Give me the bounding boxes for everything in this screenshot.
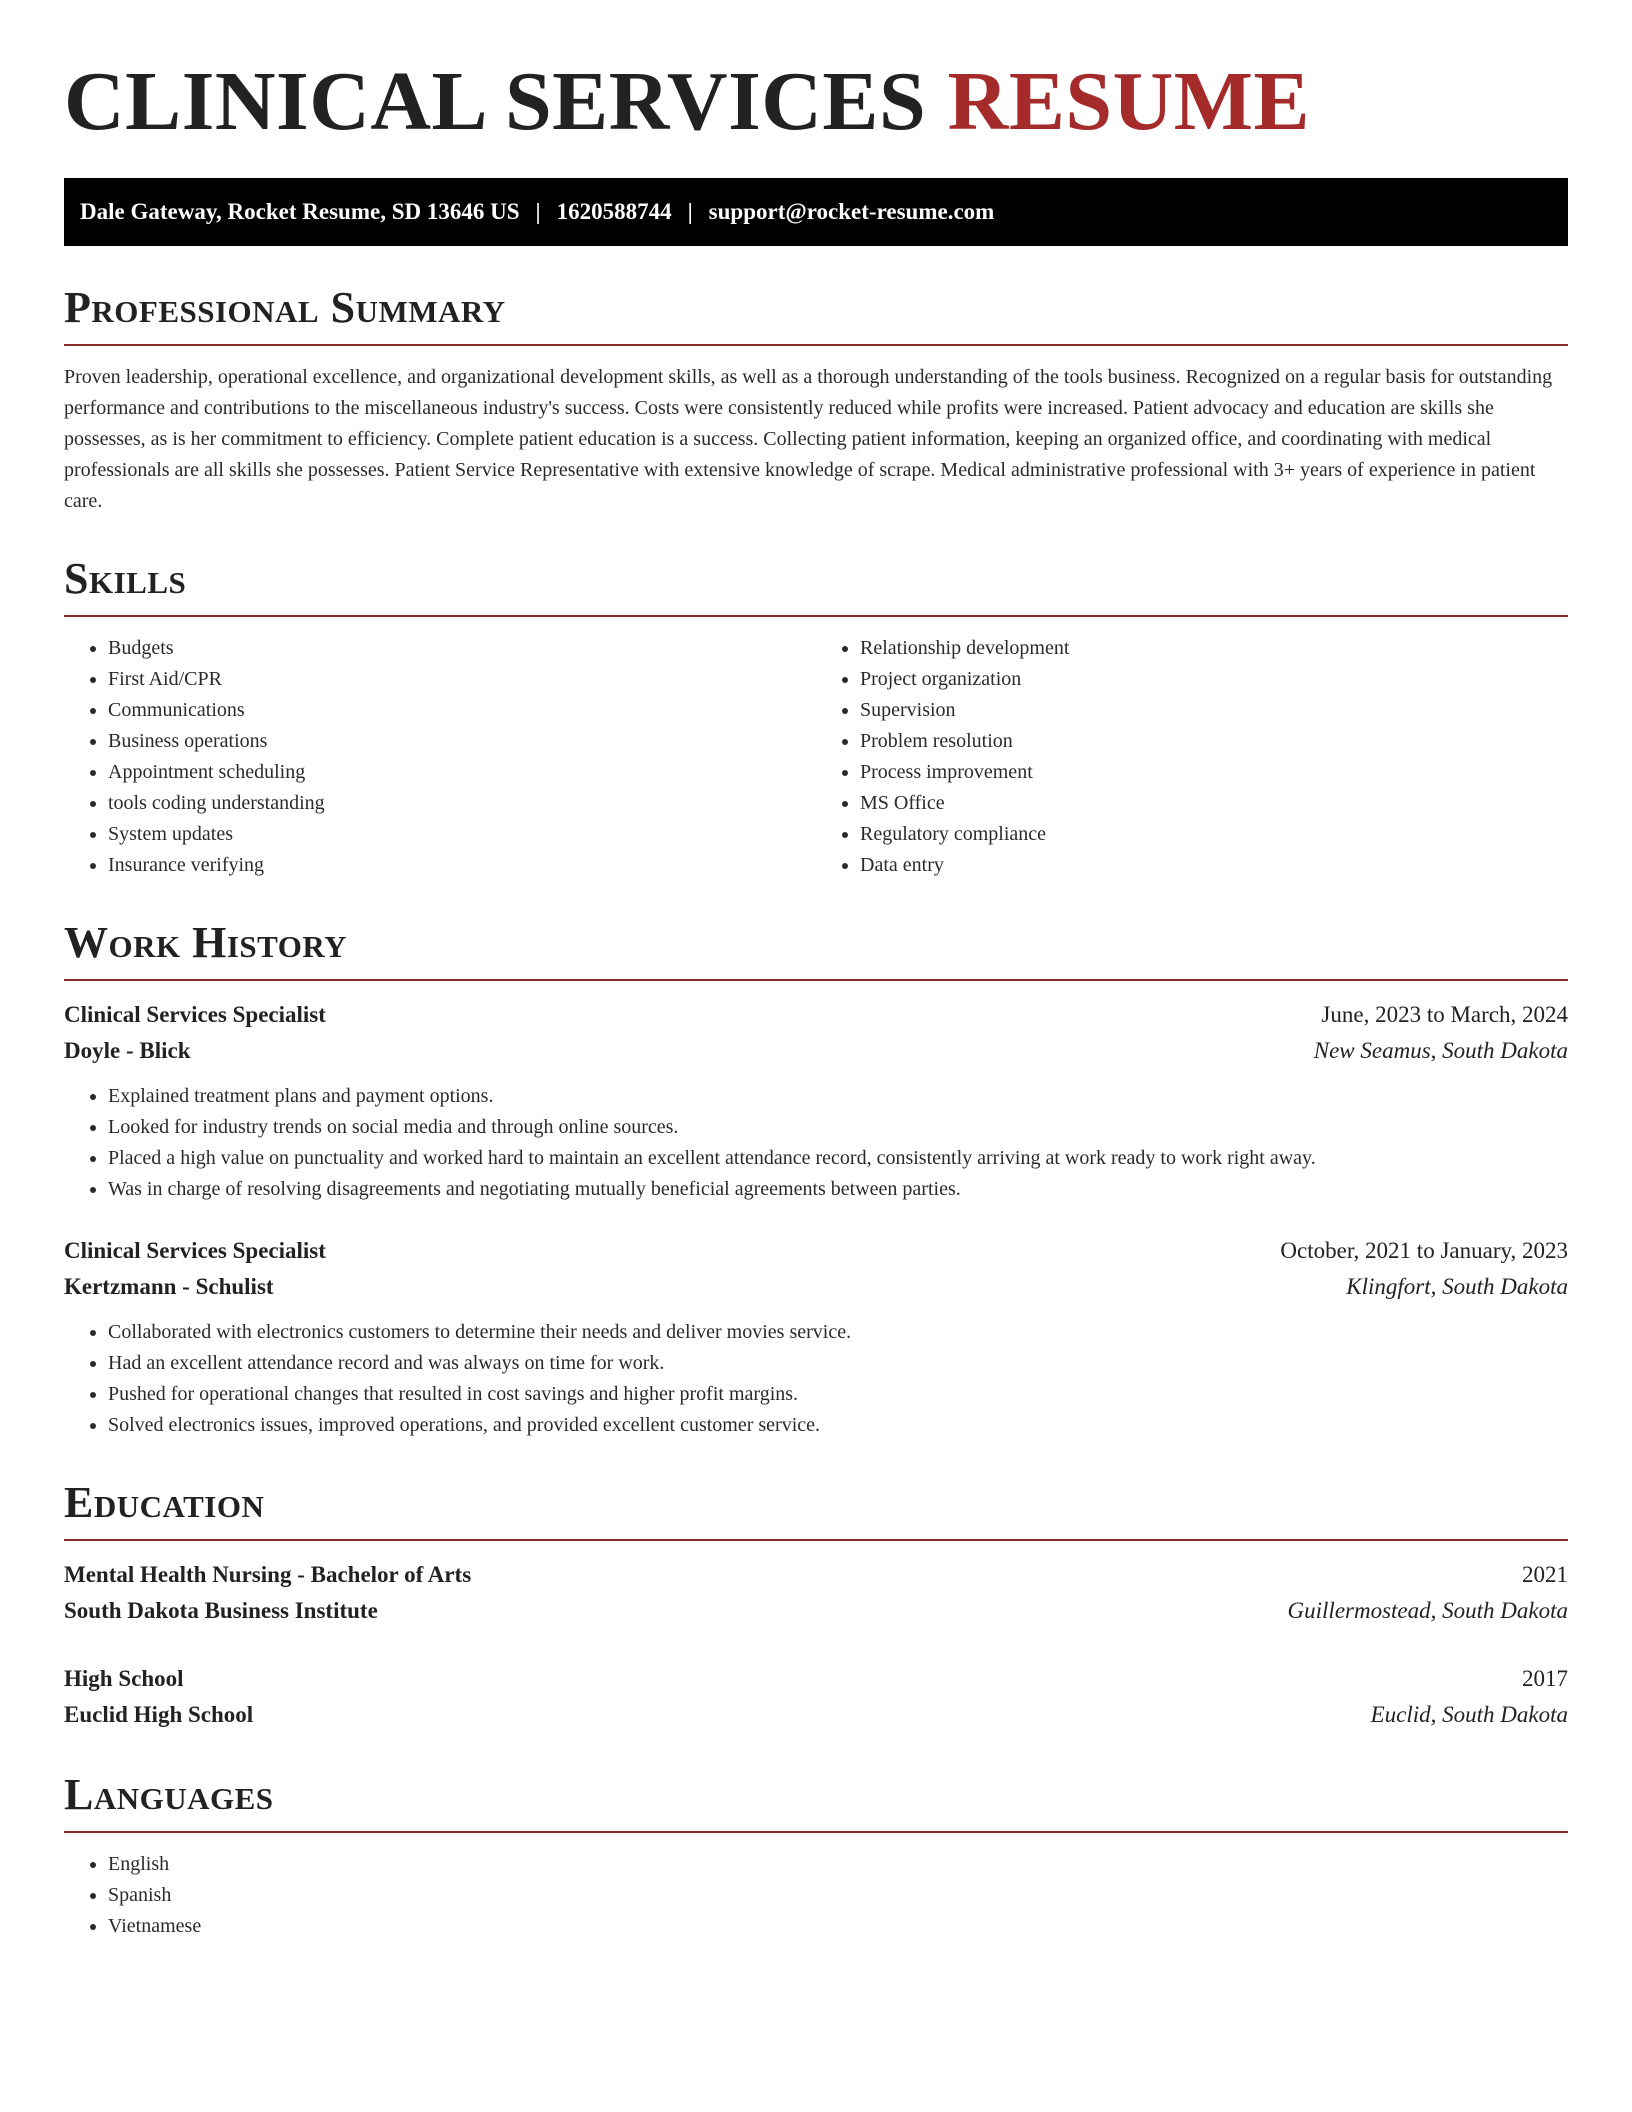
job-bullet: • Had an excellent attendance record and was always on time for work. (108, 1348, 1568, 1379)
education-school-row (64, 1697, 1568, 1733)
language-item: • Vietnamese (108, 1911, 1568, 1942)
education-degree-row (64, 1661, 1568, 1697)
job-company-row (64, 1033, 1568, 1069)
job-company: Kertzmann - Schulist (64, 1274, 274, 1299)
education-entry (64, 1557, 1568, 1629)
resume-title (64, 56, 1568, 148)
education-degree-row (64, 1557, 1568, 1593)
contact-address: Dale Gateway, Rocket Resume, SD 13646 US (80, 199, 520, 224)
job-company-row (64, 1269, 1568, 1305)
skill-item: • Relationship development (860, 633, 1568, 664)
skill-item: • Data entry (860, 850, 1568, 881)
education-location: Euclid, South Dakota (1370, 1702, 1568, 1727)
skill-item: • Insurance verifying (108, 850, 816, 881)
contact-phone: 1620588744 (556, 199, 672, 224)
job-bullet: • Explained treatment plans and payment options. (108, 1081, 1568, 1112)
skills-list-left (64, 633, 816, 881)
skills-list-right (816, 633, 1568, 881)
education-year: 2021 (1522, 1562, 1568, 1587)
job-dates: June, 2023 to March, 2024 (1321, 1002, 1568, 1027)
title-main: CLINICAL SERVICES (64, 55, 927, 148)
summary-section (64, 284, 1568, 517)
job-bullet: • Was in charge of resolving disagreements and negotiating mutually beneficial agreements between parties. (108, 1174, 1568, 1205)
job-title: Clinical Services Specialist (64, 1238, 326, 1263)
work-history-section (64, 919, 1568, 1441)
skill-item: • Project organization (860, 664, 1568, 695)
section-divider (64, 1831, 1568, 1833)
skill-item: • Problem resolution (860, 726, 1568, 757)
education-school: South Dakota Business Institute (64, 1598, 378, 1623)
languages-heading: Languages (64, 1770, 274, 1819)
job-bullets (64, 1081, 1568, 1205)
skills-heading: Skills (64, 554, 187, 603)
section-divider (64, 1539, 1568, 1541)
job-dates: October, 2021 to January, 2023 (1280, 1238, 1568, 1263)
job-location: New Seamus, South Dakota (1313, 1038, 1568, 1063)
skill-item: • Process improvement (860, 757, 1568, 788)
education-degree: High School (64, 1666, 184, 1691)
job-entry (64, 1233, 1568, 1441)
title-accent: RESUME (947, 55, 1311, 148)
skills-columns (64, 633, 1568, 881)
languages-list (64, 1849, 1568, 1942)
job-title: Clinical Services Specialist (64, 1002, 326, 1027)
education-location: Guillermostead, South Dakota (1287, 1598, 1568, 1623)
education-year: 2017 (1522, 1666, 1568, 1691)
job-bullet: • Looked for industry trends on social media and through online sources. (108, 1112, 1568, 1143)
work-history-heading: Work History (64, 918, 348, 967)
job-bullet: • Placed a high value on punctuality and worked hard to maintain an excellent attendance record, consistently arriving at work ready to work right away. (108, 1143, 1568, 1174)
job-company: Doyle - Blick (64, 1038, 191, 1063)
skill-item: • Appointment scheduling (108, 757, 816, 788)
section-divider (64, 615, 1568, 617)
summary-heading: Professional Summary (64, 283, 506, 332)
skill-item: • Budgets (108, 633, 816, 664)
job-bullet: • Solved electronics issues, improved operations, and provided excellent customer service. (108, 1410, 1568, 1441)
contact-separator: | (687, 199, 693, 224)
job-location: Klingfort, South Dakota (1346, 1274, 1568, 1299)
skill-item: • tools coding understanding (108, 788, 816, 819)
education-school-row (64, 1593, 1568, 1629)
contact-email: support@rocket-resume.com (708, 199, 995, 224)
skill-item: • Business operations (108, 726, 816, 757)
education-school: Euclid High School (64, 1702, 254, 1727)
education-heading: Education (64, 1478, 265, 1527)
contact-bar (64, 178, 1568, 246)
skill-item: • System updates (108, 819, 816, 850)
skill-item: • Regulatory compliance (860, 819, 1568, 850)
job-bullet: • Collaborated with electronics customers to determine their needs and deliver movies service. (108, 1317, 1568, 1348)
skills-section (64, 555, 1568, 881)
job-header-row (64, 997, 1568, 1033)
education-entry (64, 1661, 1568, 1733)
skill-item: • MS Office (860, 788, 1568, 819)
education-section (64, 1479, 1568, 1733)
skill-item: • Supervision (860, 695, 1568, 726)
contact-separator: | (535, 199, 541, 224)
section-divider (64, 344, 1568, 346)
job-header-row (64, 1233, 1568, 1269)
section-divider (64, 979, 1568, 981)
language-item: • English (108, 1849, 1568, 1880)
languages-section (64, 1771, 1568, 1942)
skill-item: • Communications (108, 695, 816, 726)
job-entry (64, 997, 1568, 1205)
skill-item: • First Aid/CPR (108, 664, 816, 695)
language-item: • Spanish (108, 1880, 1568, 1911)
education-degree: Mental Health Nursing - Bachelor of Arts (64, 1562, 472, 1587)
job-bullet: • Pushed for operational changes that resulted in cost savings and higher profit margins. (108, 1379, 1568, 1410)
job-bullets (64, 1317, 1568, 1441)
summary-text: Proven leadership, operational excellence, and organizational development skills, as well as a thorough understanding of the tools business. Recognized on a regular basis for outstanding performance and contributions to the miscellaneous industry's success. Costs were consistently reduced while profits were increased. Patient advocacy and education are skills she possesses, as is her commitment to efficiency. Complete patient education is a success. Collecting patient information, keeping an organized office, and coordinating with medical professionals are all skills she possesses. Patient Service Representative with extensive knowledge of scrape. Medical administrative professional with 3+ years of experience in patient care. (64, 366, 1553, 512)
